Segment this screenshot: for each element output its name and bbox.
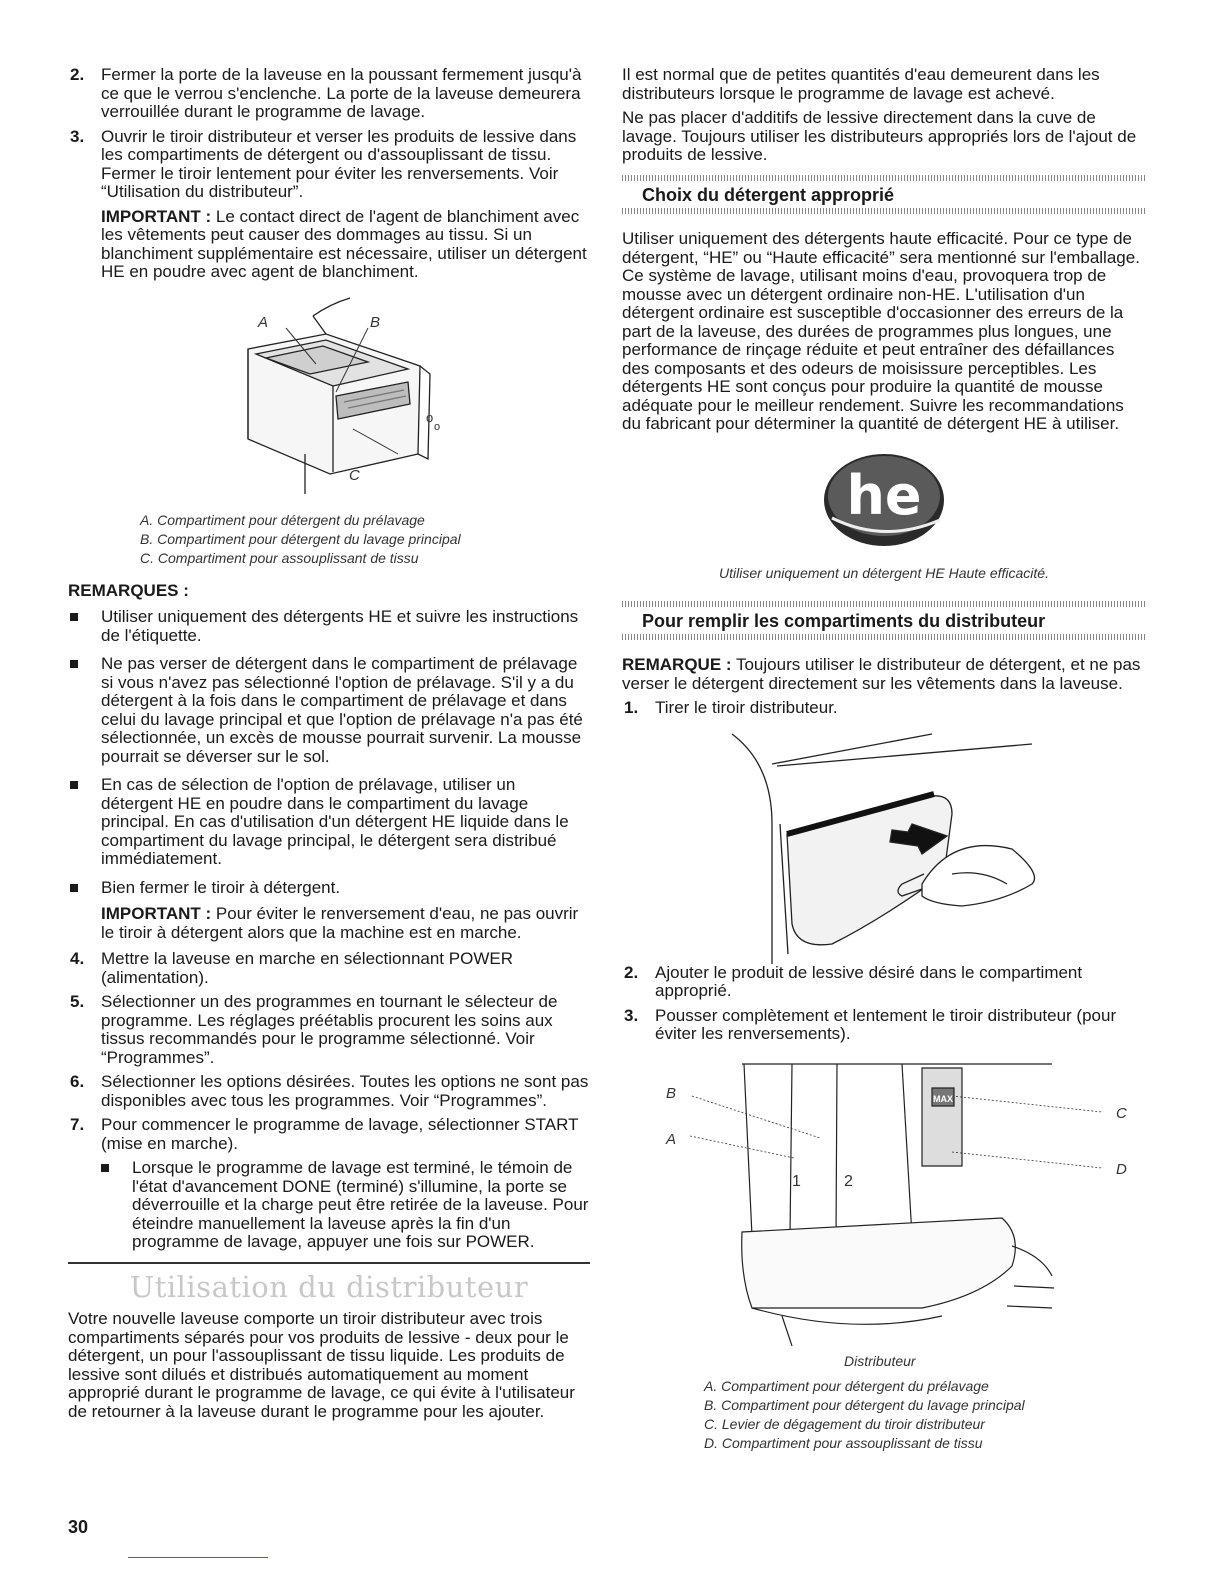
figure-decoration: o	[426, 409, 434, 425]
fill-step-3	[622, 1007, 1146, 1044]
remark-item	[68, 776, 590, 869]
step-text: Pousser complètement et lentement le tiroir distributeur (pour éviter les renversements).	[655, 1005, 1117, 1043]
left-column	[68, 66, 590, 1427]
step-4	[68, 950, 590, 987]
bullet-square-icon	[70, 613, 78, 621]
dotted-rule	[622, 634, 1146, 640]
bullet-square-icon	[70, 781, 78, 789]
step-number: 2.	[624, 962, 639, 982]
remark-text: Ne pas verser de détergent dans le compartiment de prélavage si vous n'avez pas sélectionné l'option de prélavage. S'il y a du détergent à la fois dans le compartiment de prélavage et dans celui du lavage principal et que l'option de prélavage n'a pas été sélectionnée, un excès de mousse pourrait survenir. La mousse pourrait se déverser sur le sol.	[101, 654, 583, 766]
he-logo-text: he	[846, 463, 922, 527]
svg-text:o: o	[434, 420, 441, 433]
section-intro-text: Votre nouvelle laveuse comporte un tiroir distributeur avec trois compartiments séparés pour vos produits de lessive - deux pour le détergent, un pour l'assouplissant de tissu liquide. Les produits de lessive sont dilués et distribués automatiquement au moment approprié durant le programme de lavage, ce qui évite à l'utilisateur de retourner à la laveuse durant le programme pour les ajouter.	[68, 1309, 575, 1421]
he-logo-figure	[622, 448, 1146, 558]
bullet-text: Lorsque le programme de lavage est terminé, le témoin de l'état d'avancement DONE (terminé) s'illumine, la porte se déverrouille et la charge peut être retirée de la laveuse. Pour éteindre manuellement la laveuse après la fin d'un programme de lavage, appuyer une fois sur POWER.	[132, 1158, 589, 1251]
caption-a: A. Compartiment pour détergent du prélavage	[140, 511, 425, 528]
remark-item	[68, 608, 590, 645]
paragraph-he-detergent: Utiliser uniquement des détergents haute efficacité. Pour ce type de détergent, “HE” ou “Haute efficacité” sera mentionné sur l'emballage. Ce système de lavage, utilisant moins d'eau, provoquera trop de mousse avec un détergent ordinaire non-HE. L'utilisation d'un détergent ordinaire est susceptible d'occasionner des erreurs de la part de la laveuse, des durées de programmes plus longues, une performance de rinçage réduite et peut entraîner des défaillances des composants et des odeurs de moisissure perceptibles. Les détergents HE sont conçus pour produire la quantité de mousse adéquate pour le meilleur rendement. Suivre les recommandations du fabricant pour déterminer la quantité de détergent HE à utiliser.	[622, 229, 1140, 433]
subheading-choix	[622, 175, 1146, 215]
dispenser-drawer-illustration	[68, 294, 590, 509]
he-caption: Utiliser uniquement un détergent HE Haute efficacité.	[719, 564, 1049, 581]
dispenser-captions	[622, 1352, 1146, 1453]
remarque-note	[622, 656, 1146, 693]
step-7-bullet	[101, 1159, 590, 1252]
bullet-square-icon	[101, 1164, 109, 1172]
pull-drawer-figure	[622, 724, 1146, 964]
step-text: Pour commencer le programme de lavage, sélectionner START (mise en marche).	[101, 1115, 579, 1153]
he-logo	[622, 448, 1146, 558]
caption-d: D. Compartiment pour assouplissant de tissu	[704, 1434, 983, 1451]
caption-c: C. Levier de dégagement du tiroir distributeur	[704, 1415, 985, 1432]
subheading-text: Pour remplir les compartiments du distributeur	[642, 610, 1046, 631]
step-number: 5.	[70, 992, 85, 1011]
step-text: Ouvrir le tiroir distributeur et verser les produits de lessive dans les compartiments de détergent ou d'assouplissant de tissu. Fermer le tiroir lentement pour éviter les renversements. Voir “Utilisation du distributeur”.	[101, 126, 577, 201]
step-text: Mettre la laveuse en marche en sélectionnant POWER (alimentation).	[101, 949, 513, 987]
step-3	[68, 128, 590, 202]
section-divider	[68, 1262, 590, 1264]
step-text: Ajouter le produit de lessive désiré dans le compartiment approprié.	[655, 962, 1083, 1000]
max-line-label: MAX	[933, 1093, 953, 1104]
remark-item	[68, 655, 590, 766]
label-b: B	[370, 313, 381, 331]
paragraph-no-additives: Ne pas placer d'additifs de lessive directement dans la cuve de lavage. Toujours utiliser les distributeurs appropriés lors de l'ajout de produits de lessive.	[622, 108, 1137, 164]
label-c: C	[1116, 1104, 1127, 1122]
figure-title: Distributeur	[844, 1352, 916, 1369]
subheading-text: Choix du détergent approprié	[642, 184, 895, 205]
step-2	[68, 66, 590, 122]
right-column	[622, 66, 1146, 1453]
page-number: 30	[68, 1517, 89, 1537]
dispenser-figure	[622, 1056, 1146, 1346]
label-a: A	[666, 1130, 677, 1148]
remark-text: Bien fermer le tiroir à détergent.	[101, 877, 341, 897]
bullet-square-icon	[70, 884, 78, 892]
dispenser-illustration	[622, 1056, 1146, 1346]
step-6	[68, 1073, 590, 1110]
label-b: B	[666, 1084, 677, 1102]
step-number: 3.	[624, 1005, 639, 1025]
important-label: IMPORTANT :	[101, 904, 212, 923]
step-number: 3.	[70, 126, 85, 146]
step-5	[68, 993, 590, 1067]
step-number: 4.	[70, 949, 85, 968]
step-number: 1.	[624, 698, 639, 717]
remark-text: Utiliser uniquement des détergents HE et suivre les instructions de l'étiquette.	[101, 607, 579, 645]
label-a: A	[258, 313, 269, 331]
important-label: IMPORTANT :	[101, 206, 212, 226]
important-note-water	[68, 905, 590, 942]
section-title: Utilisation du distributeur	[129, 1269, 529, 1304]
paragraph-water-remains: Il est normal que de petites quantités d'eau demeurent dans les distributeurs lorsque le programme de lavage est achevé.	[622, 65, 1100, 103]
fill-step-2	[622, 964, 1146, 1001]
important-note-bleach	[68, 208, 590, 282]
compartment-number-1: 1	[792, 1172, 801, 1190]
footer-rule	[128, 1557, 268, 1558]
caption-a: A. Compartiment pour détergent du prélavage	[704, 1377, 989, 1394]
step-text: Sélectionner les options désirées. Toutes les options ne sont pas disponibles avec tous les programmes. Voir “Programmes”.	[101, 1072, 589, 1110]
fill-step-1	[622, 699, 1146, 718]
remarque-text: Toujours utiliser le distributeur de détergent, et ne pas verser le détergent directement sur les vêtements dans la laveuse.	[622, 655, 1141, 693]
remarque-label: REMARQUE :	[622, 655, 732, 674]
step-number: 7.	[70, 1115, 85, 1134]
label-c: C	[349, 466, 360, 484]
dotted-rule	[622, 208, 1146, 214]
remark-item	[68, 879, 590, 898]
step-text: Sélectionner un des programmes en tournant le sélecteur de programme. Les réglages préétablis procurent les soins aux tissus recommandés pour le programme sélectionné. Voir “Programmes”.	[101, 992, 558, 1067]
important-text: Le contact direct de l'agent de blanchiment avec les vêtements peut causer des dommages au tissu. Si un blanchiment supplémentaire est nécessaire, utiliser un détergent HE en poudre avec agent de blanchiment.	[101, 206, 587, 281]
step-text: Fermer la porte de la laveuse en la poussant fermement jusqu'à ce que le verrou s'enclenche. La porte de la laveuse demeurera verrouillée durant le programme de lavage.	[101, 65, 582, 121]
compartment-number-2: 2	[844, 1172, 853, 1190]
remark-text: En cas de sélection de l'option de prélavage, utiliser un détergent HE en poudre dans le compartiment du lavage principal. En cas d'utilisation d'un détergent HE liquide dans le compartiment du lavage principal, le détergent sera distribué immédiatement.	[101, 775, 569, 868]
caption-b: B. Compartiment pour détergent du lavage principal	[140, 530, 461, 547]
caption-c: C. Compartiment pour assouplissant de tissu	[140, 549, 419, 566]
subheading-remplir	[622, 601, 1146, 641]
caption-b: B. Compartiment pour détergent du lavage principal	[704, 1396, 1025, 1413]
pull-drawer-illustration	[622, 724, 1146, 964]
step-7	[68, 1116, 590, 1153]
bullet-square-icon	[70, 660, 78, 668]
important-text: Pour éviter le renversement d'eau, ne pas ouvrir le tiroir à détergent alors que la machine est en marche.	[101, 904, 579, 942]
step-text: Tirer le tiroir distributeur.	[655, 698, 838, 717]
label-d: D	[1116, 1160, 1127, 1178]
dispenser-drawer-figure	[68, 294, 590, 509]
step-number: 6.	[70, 1072, 85, 1091]
figure-captions	[68, 511, 590, 568]
step-number: 2.	[70, 65, 85, 84]
remarques-heading: REMARQUES :	[68, 580, 189, 600]
